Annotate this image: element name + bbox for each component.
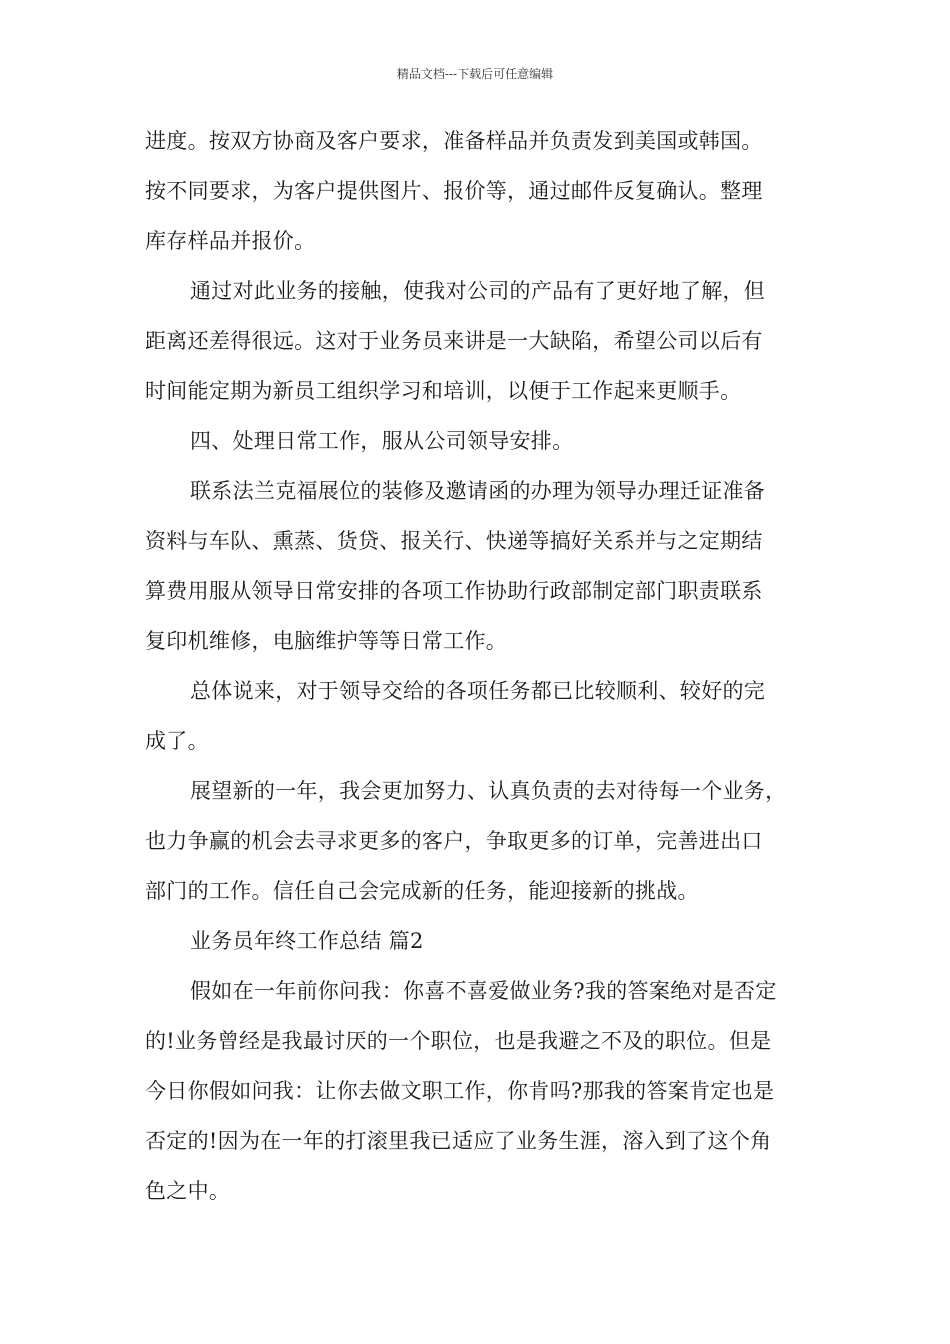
text-line: 库存样品并报价。	[145, 229, 316, 253]
text-line: 复印机维修，电脑维护等等日常工作。	[145, 629, 508, 653]
text-line: 进度。按双方协商及客户要求，准备样品并负责发到美国或韩国。	[145, 129, 763, 153]
text-line: 总体说来，对于领导交给的各项任务都已比较顺利、较好的完	[190, 679, 766, 703]
text-line: 也力争赢的机会去寻求更多的客户，争取更多的订单，完善进出口	[145, 829, 763, 853]
page-header: 精品文档---下载后可任意编辑	[396, 67, 554, 81]
text-line: 通过对此业务的接触，使我对公司的产品有了更好地了解，但	[190, 279, 766, 303]
text-line: 色之中。	[145, 1179, 231, 1203]
text-line: 联系法兰克福展位的装修及邀请函的办理为领导办理迁证准备	[190, 479, 766, 503]
text-line: 的!业务曾经是我最讨厌的一个职位，也是我避之不及的职位。但是	[145, 1029, 772, 1053]
text-line: 否定的!因为在一年的打滚里我已适应了业务生涯，溶入到了这个角	[145, 1129, 772, 1153]
text-line: 今日你假如问我：让你去做文职工作，你肯吗?那我的答案肯定也是	[145, 1079, 775, 1103]
text-line: 时间能定期为新员工组织学习和培训，以便于工作起来更顺手。	[145, 379, 742, 403]
text-line: 四、处理日常工作，服从公司领导安排。	[190, 429, 574, 453]
text-line: 按不同要求，为客户提供图片、报价等，通过邮件反复确认。整理	[145, 179, 763, 203]
text-line: 算费用服从领导日常安排的各项工作协助行政部制定部门职责联系	[145, 579, 763, 603]
text-line: 资料与车队、熏蒸、货贷、报关行、快递等搞好关系并与之定期结	[145, 529, 763, 553]
text-line: 成了。	[145, 729, 209, 753]
text-line: 距离还差得很远。这对于业务员来讲是一大缺陷，希望公司以后有	[145, 329, 763, 353]
text-line: 展望新的一年，我会更加努力、认真负责的去对待每一个业务，	[190, 779, 787, 803]
text-line: 部门的工作。信任自己会完成新的任务，能迎接新的挑战。	[145, 879, 699, 903]
text-line: 业务员年终工作总结 篇2	[190, 929, 424, 953]
document-body	[145, 127, 810, 1227]
text-line: 假如在一年前你问我：你喜不喜爱做业务?我的答案绝对是否定	[190, 979, 777, 1003]
